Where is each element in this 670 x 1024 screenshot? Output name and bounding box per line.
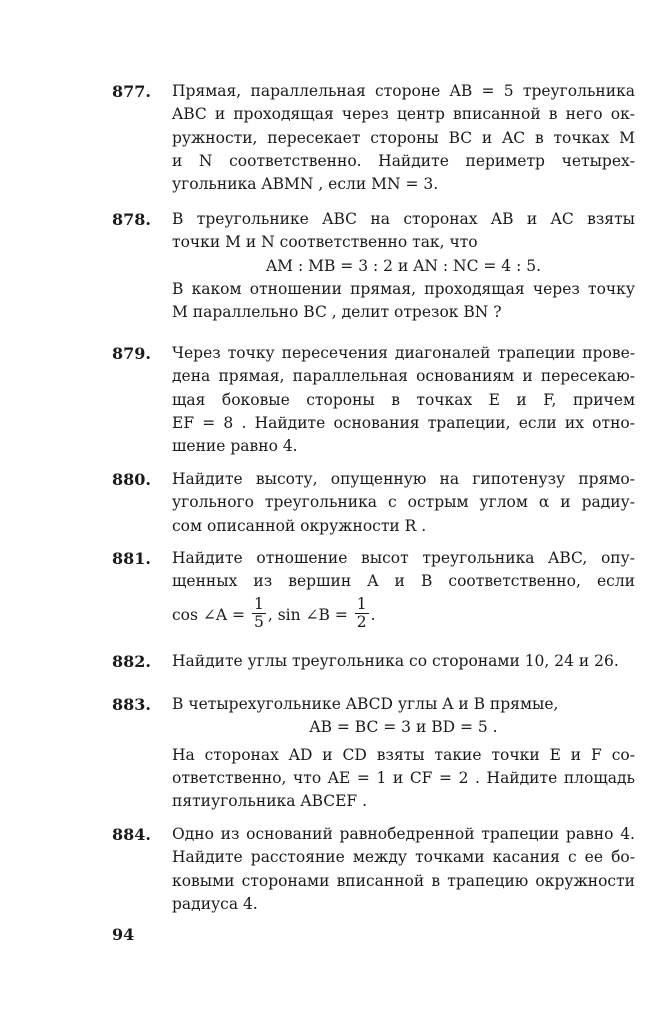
text-line: угольного треугольника с острым углом α и радиу- <box>172 493 635 512</box>
text-line: Через точку пересечения диагоналей трапеции прове- <box>172 344 635 362</box>
text-line: EF = 8 . Найдите основания трапеции, если их отно- <box>172 413 635 432</box>
text-line: На сторонах AD и CD взяты такие точки E и F со- <box>172 745 635 764</box>
text-line: щая боковые стороны в точках E и F, причем <box>172 390 635 409</box>
page-number: 94 <box>112 925 135 944</box>
problem-number: 879. <box>112 344 151 363</box>
fraction-sin <box>355 596 369 631</box>
text-line: В каком отношении прямая, проходящая через точку <box>172 279 635 298</box>
fraction-cos <box>252 596 266 631</box>
text-line: и N соответственно. Найдите периметр четырех- <box>172 151 635 170</box>
cos-label: cos ∠A = <box>172 605 245 624</box>
problem-text <box>172 693 635 813</box>
text-line: M параллельно BC , делит отрезок BN ? <box>172 303 502 322</box>
problem-number: 880. <box>112 470 151 489</box>
problem-text <box>172 342 635 458</box>
problem-number: 884. <box>112 825 151 844</box>
problem-text <box>172 547 635 636</box>
problem-number: 883. <box>112 695 151 714</box>
text-line: точки M и N соответственно так, что <box>172 233 478 252</box>
text-line: радиуса 4. <box>172 894 258 913</box>
period: . <box>370 605 376 624</box>
fraction-denominator: 2 <box>356 613 367 632</box>
text-line: Прямая, параллельная стороне AB = 5 треугольника <box>172 82 635 100</box>
formula-line: AB = BC = 3 и BD = 5 . <box>309 718 498 737</box>
problem-text <box>172 468 635 538</box>
text-line: Найдите отношение высот треугольника ABC, опу- <box>172 549 635 567</box>
problem-text <box>172 823 635 916</box>
problem-text <box>172 650 635 673</box>
problem-number: 881. <box>112 549 151 568</box>
text-line: Найдите расстояние между точками касания с ее бо- <box>172 848 635 867</box>
separator: , <box>267 605 273 624</box>
formula-line: AM : MB = 3 : 2 и AN : NC = 4 : 5. <box>265 256 542 275</box>
trig-formula <box>172 594 635 636</box>
text-line: пятиугольника ABCEF . <box>172 792 368 811</box>
problem-text <box>172 208 635 324</box>
problem-number: 877. <box>112 82 151 101</box>
text-line: ружности, пересекает стороны BC и AC в точках M <box>172 128 635 147</box>
text-line: Одно из оснований равнобедренной трапеции равно 4. <box>172 825 635 843</box>
text-line: В треугольнике ABC на сторонах AB и AC взяты <box>172 210 635 228</box>
text-line: Найдите углы треугольника со сторонами 10, 24 и 26. <box>172 652 619 670</box>
text-line: ковыми сторонами вписанной в трапецию окружности <box>172 871 635 890</box>
problem-text <box>172 80 635 196</box>
fraction-numerator: 1 <box>253 595 264 614</box>
fraction-denominator: 5 <box>253 613 264 632</box>
text-line: сом описанной окружности R . <box>172 516 427 535</box>
text-line: ответственно, что AE = 1 и CF = 2 . Найдите площадь <box>172 768 635 787</box>
sin-label: sin ∠B = <box>277 605 348 624</box>
text-line: угольника ABMN , если MN = 3. <box>172 175 439 194</box>
text-line: дена прямая, параллельная основаниям и пересекаю- <box>172 367 635 386</box>
text-line: шение равно 4. <box>172 437 298 456</box>
text-line: ABC и проходящая через центр вписанной в него ок- <box>172 105 635 124</box>
text-line: Найдите высоту, опущенную на гипотенузу прямо- <box>172 470 635 488</box>
text-line: щенных из вершин A и B соответственно, если <box>172 572 635 591</box>
problem-number: 878. <box>112 210 151 229</box>
problem-number: 882. <box>112 652 151 671</box>
fraction-numerator: 1 <box>356 595 367 614</box>
text-line: В четырехугольнике ABCD углы A и B прямые, <box>172 695 559 713</box>
